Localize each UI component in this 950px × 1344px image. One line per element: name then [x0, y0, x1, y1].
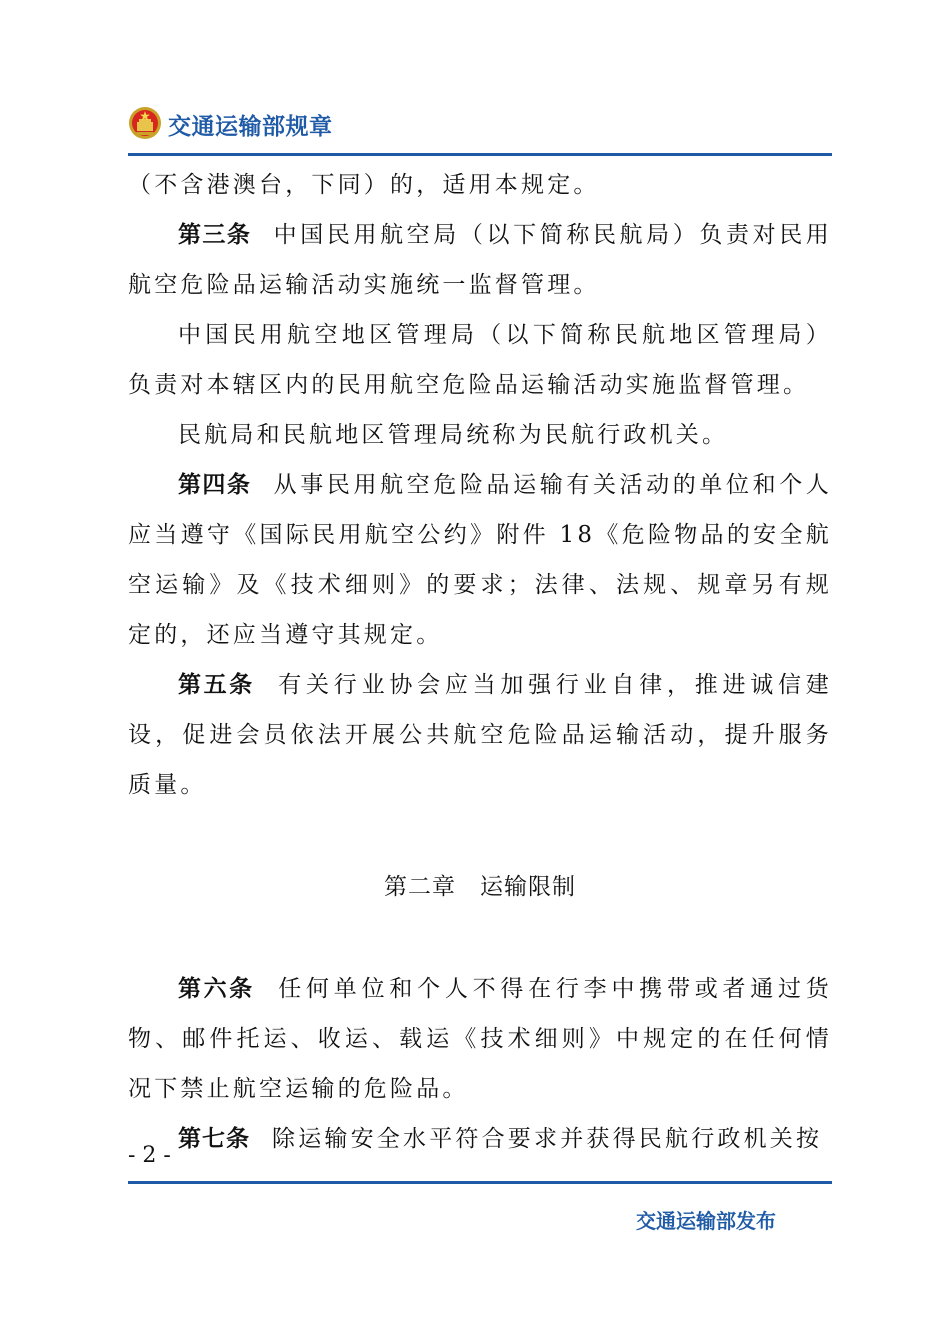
- document-body: [128, 160, 832, 1164]
- article-text: 从事民用航空危险品运输有关活动的单位和个人应当遵守《国际民用航空公约》附件 18《危险物品的安全航空运输》及《技术细则》的要求；法律、法规、规章另有规定的，还应当遵守其规定。: [128, 472, 833, 648]
- article-text: 任何单位和个人不得在行李中携带或者通过货物、邮件托运、收运、载运《技术细则》中规定的在任何情况下禁止航空运输的危险品。: [128, 976, 833, 1102]
- footer-publisher: 交通运输部发布: [636, 1209, 776, 1233]
- page-header: [128, 100, 832, 152]
- article-3-paragraph-3: 民航局和民航地区管理局统称为民航行政机关。: [178, 422, 729, 448]
- article-3: [128, 210, 832, 310]
- chapter-heading: [128, 810, 832, 964]
- article-6: [128, 964, 832, 1114]
- article-3-paragraph-2: 中国民用航空地区管理局（以下简称民航地区管理局）负责对本辖区内的民用航空危险品运输活动实施监督管理。: [128, 322, 832, 398]
- article-number: 第四条: [178, 472, 252, 498]
- article-7: [128, 1114, 832, 1164]
- article-5: [128, 660, 832, 810]
- chapter-title: 运输限制: [480, 874, 576, 900]
- article-text: 有关行业协会应当加强行业自律，推进诚信建设，促进会员依法开展公共航空危险品运输活动，提升服务质量。: [128, 672, 833, 798]
- continuation-paragraph: （不含港澳台，下同）的，适用本规定。: [128, 172, 600, 198]
- article-number: 第五条: [178, 672, 255, 698]
- page-number: - 2 -: [128, 1143, 171, 1168]
- header-title: 交通运输部规章: [168, 114, 333, 140]
- article-text: 除运输安全水平符合要求并获得民航行政机关按: [272, 1126, 823, 1152]
- chapter-number: 第二章: [384, 874, 456, 900]
- article-number: 第三条: [178, 222, 252, 248]
- national-emblem-icon: [128, 106, 162, 140]
- article-number: 第七条: [178, 1126, 250, 1152]
- header-divider: [128, 153, 832, 156]
- article-number: 第六条: [178, 976, 255, 1002]
- article-text: 中国民用航空局（以下简称民航局）负责对民用航空危险品运输活动实施统一监督管理。: [128, 222, 833, 298]
- footer-divider: [128, 1181, 832, 1184]
- article-4: [128, 460, 832, 660]
